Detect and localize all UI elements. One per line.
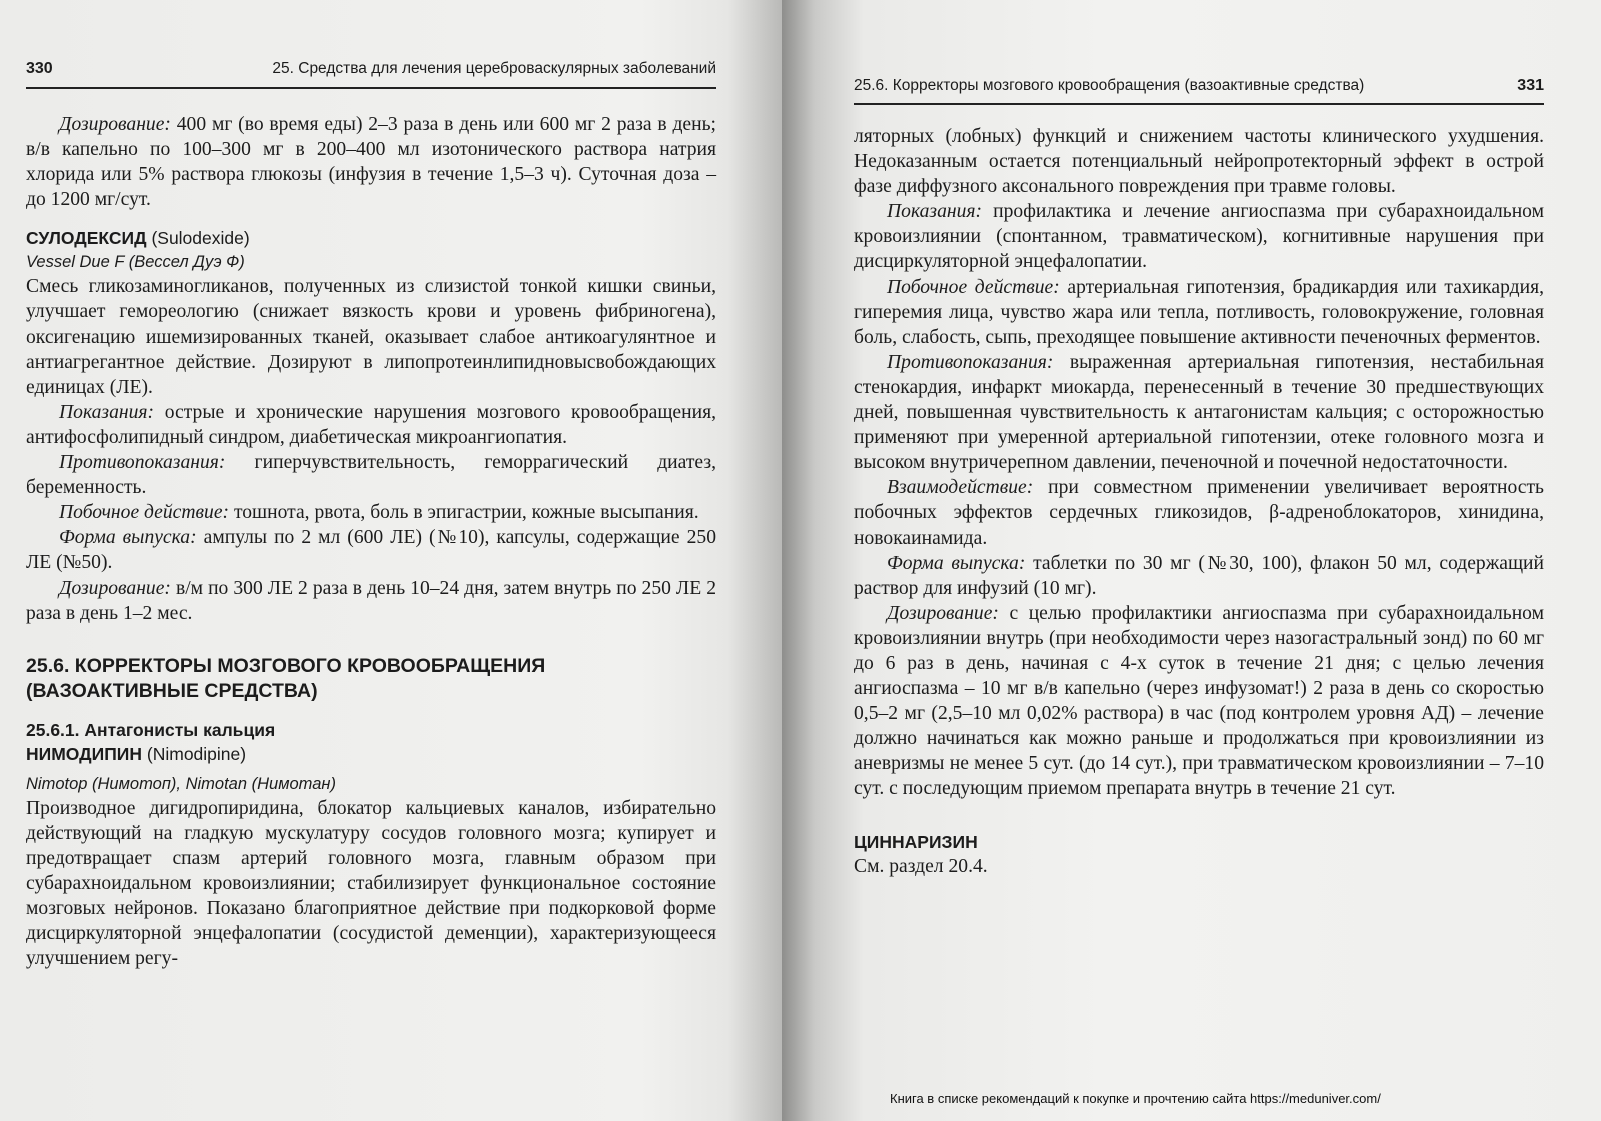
right-page-header xyxy=(854,77,1544,95)
nimodipine-heading: НИМОДИПИН (Nimodipine) xyxy=(26,743,247,764)
left-page-header xyxy=(26,60,716,78)
sulodexide-contraindications: Противопоказания: гиперчувствительность, геморрагический диатез, беременность. xyxy=(26,452,716,499)
dosage-paragraph: Дозирование: 400 мг (во время еды) 2–3 раза в день или 600 мг 2 раза в день; в/в капельно по 100–300 мг в 200–400 мл изотонического раствора натрия хлорида или 5% раствора глюкозы (инфузия в течение 1,5–3 ч). Суточная доза – до 1200 мг/сут. xyxy=(26,114,716,211)
running-title-left: 25. Средства для лечения цереброваскулярных заболеваний xyxy=(272,60,716,77)
footer-note: Книга в списке рекомендаций к покупке и прочтению сайта https://meduniver.com/ xyxy=(890,1091,1381,1106)
running-title-right: 25.6. Корректоры мозгового кровообращения (вазоактивные средства) xyxy=(854,77,1365,94)
sulodexide-dosage: Дозирование: в/м по 300 ЛЕ 2 раза в день 10–24 дня, затем внутрь по 250 ЛЕ 2 раза в день 1–2 мес. xyxy=(26,577,716,624)
nimodipine-side-effects: Побочное действие: артериальная гипотензия, брадикардия или тахикардия, гиперемия лица, чувство жара или тепла, потливость, головокружение, головная боль, слабость, сыпь, преходящее повышение активности печеночных ферментов. xyxy=(854,276,1544,348)
sulodexide-form: Форма выпуска: ампулы по 2 мл (600 ЛЕ) (№10), капсулы, содержащие 250 ЛЕ (№50). xyxy=(26,527,716,574)
sulodexide-indications: Показания: острые и хронические нарушения мозгового кровообращения, антифосфолипидный синдром, диабетическая микроангиопатия. xyxy=(26,401,716,448)
sulodexide-side-effects: Побочное действие: тошнота, рвота, боль в эпигастрии, кожные высыпания. xyxy=(59,502,699,524)
cinnarizine-reference: См. раздел 20.4. xyxy=(854,855,988,877)
left-text-column xyxy=(26,112,716,971)
left-page xyxy=(0,0,782,1121)
header-rule-right xyxy=(854,103,1544,105)
page-number-left: 330 xyxy=(26,60,53,77)
sulodexide-description: Смесь гликозаминогликанов, полученных из слизистой тонкой кишки свиньи, улучшает гемореологию (снижает вязкость крови и уровень фибриногена), оксигенацию ишемизированных тканей, оказывает слабое антикоагулянтное и антиагрегантное действие. Дозируют в липопротеинлипидновысвобождающих единицах (ЛЕ). xyxy=(26,276,716,398)
nimodipine-dosage: Дозирование: с целью профилактики ангиоспазма при субарахноидальном кровоизлиянии внутрь (при необходимости через назогастральный зонд) по 60 мг до 6 раз в день, начиная с 4-х суток в течение 21 дня; с целью лечения ангиоспазма – 10 мг в/в капельно (через инфузомат!) 2 раза в день со скоростью 0,5–2 мг (2,5–10 мл 0,02% раствора) в час (под контролем уровня АД) – лечение должно начинаться как можно раньше и продолжаться при кровоизлиянии из аневризмы не менее 5 сут. (до 14 сут.), при травматическом кровоизлиянии – 7–10 сут. с последующим приемом препарата внутрь в течение 21 сут. xyxy=(854,602,1544,800)
page-number-right: 331 xyxy=(1517,77,1544,94)
nimodipine-form: Форма выпуска: таблетки по 30 мг (№30, 100), флакон 50 мл, содержащий раствор для инфузий (10 мг). xyxy=(854,552,1544,599)
nimodipine-indications: Показания: профилактика и лечение ангиоспазма при субарахноидальном кровоизлиянии (спонтанном, травматическом), когнитивные нарушения при дисциркуляторной энцефалопатии. xyxy=(854,201,1544,273)
nimodipine-description: Производное дигидропиридина, блокатор кальциевых каналов, избирательно действующий на гладкую мускулатуру сосудов головного мозга; купирует и предотвращает спазм артерий головного мозга, главным образом при субарахноидальном кровоизлиянии; стабилизирует функциональное состояние мозговых нейронов. Показано благоприятное действие при подкорковой форме дисциркуляторной энцефалопатии (сосудистой деменции), характеризующееся улучшением регу- xyxy=(26,797,716,970)
nimodipine-contraindications: Противопоказания: выраженная артериальная гипотензия, нестабильная стенокардия, инфаркт миокарда, перенесенный в течение 30 предшествующих дней, повышенная чувствительность к антагонистам кальция; с осторожностью применяют при умеренной артериальной гипотензии, отеке головного мозга и высоком внутричерепном давлении, печеночной и почечной недостаточности. xyxy=(854,351,1544,474)
cinnarizine-heading: ЦИННАРИЗИН xyxy=(854,831,978,852)
section-title: 25.6. КОРРЕКТОРЫ МОЗГОВОГО КРОВООБРАЩЕНИЯ (ВАЗОАКТИВНЫЕ СРЕДСТВА) xyxy=(26,654,546,702)
right-text-column xyxy=(854,124,1544,879)
subsection-title: 25.6.1. Антагонисты кальция xyxy=(26,719,276,740)
continued-paragraph: ляторных (лобных) функций и снижением частоты клинического ухудшения. Недоказанным остается потенциальный нейропротекторный эффект в острой фазе диффузного аксонального повреждения при травме головы. xyxy=(854,126,1544,198)
sulodexide-brand: Vessel Due F (Вессел Дуэ Ф) xyxy=(26,253,245,272)
right-page xyxy=(782,0,1601,1121)
nimodipine-brand: Nimotop (Нимотоп), Nimotan (Нимотан) xyxy=(26,774,336,793)
header-rule-left xyxy=(26,87,716,89)
sulodexide-heading: СУЛОДЕКСИД (Sulodexide) xyxy=(26,228,250,249)
nimodipine-interaction: Взаимодействие: при совместном применении увеличивает вероятность побочных эффектов сердечных гликозидов, β-адреноблокаторов, хинидина, новокаинамида. xyxy=(854,477,1544,549)
